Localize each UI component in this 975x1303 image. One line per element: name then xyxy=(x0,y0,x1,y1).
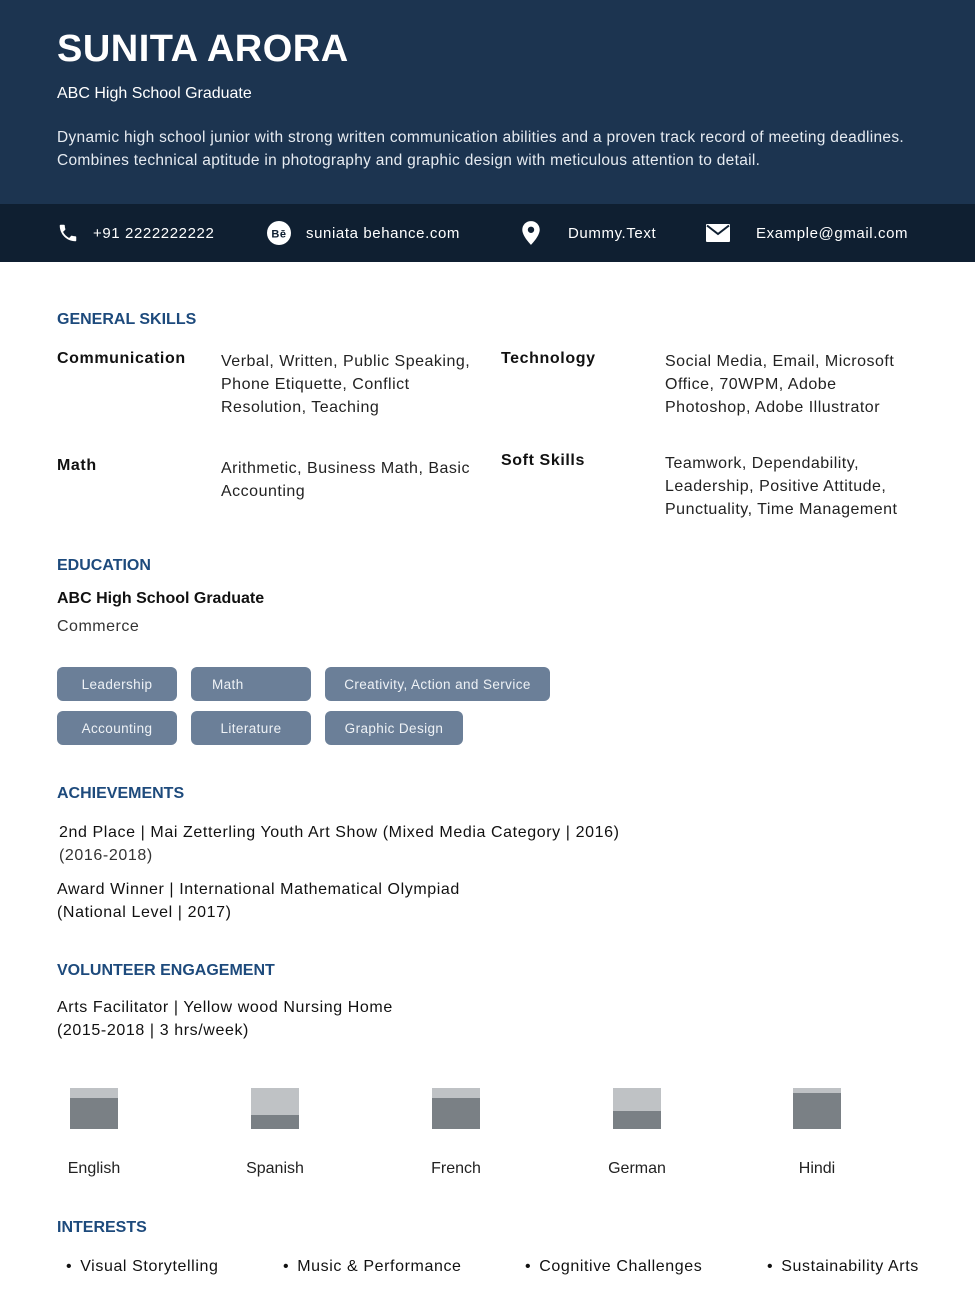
skill-text: Teamwork, Dependability, Leadership, Positive Attitude, Punctuality, Time Management xyxy=(665,455,898,518)
language-item xyxy=(225,1088,325,1178)
language-item xyxy=(406,1088,506,1178)
achievement-item xyxy=(57,878,460,924)
skill-text: Social Media, Email, Microsoft Office, 70WPM, Adobe Photoshop, Adobe Illustrator xyxy=(665,353,895,416)
language-level-bar xyxy=(793,1088,841,1129)
achievement-line: 2nd Place | Mai Zetterling Youth Art Show (Mixed Media Category | 2016) xyxy=(59,824,620,841)
phone-icon xyxy=(57,222,79,244)
tag-chip: Literature xyxy=(191,711,311,745)
behance-text: suniata behance.com xyxy=(306,224,460,242)
language-level-bar xyxy=(70,1088,118,1129)
language-level-fill xyxy=(793,1093,841,1129)
volunteer-section-title: VOLUNTEER ENGAGEMENT xyxy=(57,962,275,979)
language-name: Spanish xyxy=(246,1160,304,1177)
language-level-bar xyxy=(613,1088,661,1129)
achievement-date: (National Level | 2017) xyxy=(57,904,232,921)
resume-header xyxy=(0,0,975,204)
interest-item: • Cognitive Challenges xyxy=(525,1258,702,1276)
tag-chip: Graphic Design xyxy=(325,711,463,745)
tag-chip: Creativity, Action and Service xyxy=(325,667,550,701)
mail-icon xyxy=(706,224,730,242)
language-level-fill xyxy=(70,1098,118,1129)
email-text: Example@gmail.com xyxy=(756,224,909,242)
tag-chip: Math xyxy=(191,667,311,701)
language-level-bar xyxy=(251,1088,299,1129)
interest-item: • Visual Storytelling xyxy=(66,1258,219,1276)
achievements-section-title: ACHIEVEMENTS xyxy=(57,785,185,802)
language-level-fill xyxy=(432,1098,480,1129)
language-name: German xyxy=(608,1160,666,1177)
skill-label: Communication xyxy=(57,350,186,367)
skill-label: Technology xyxy=(501,350,596,367)
volunteer-role: Arts Facilitator | Yellow wood Nursing Home xyxy=(57,999,393,1016)
skill-label: Soft Skills xyxy=(501,452,585,469)
language-level-fill xyxy=(251,1115,299,1129)
skill-label: Math xyxy=(57,457,97,474)
behance-icon xyxy=(266,220,292,246)
language-item xyxy=(767,1088,867,1178)
location-pin-icon xyxy=(520,220,542,246)
achievement-line: Award Winner | International Mathematical Olympiad xyxy=(57,881,460,898)
education-stream: Commerce xyxy=(57,618,140,635)
skill-text: Verbal, Written, Public Speaking, Phone Etiquette, Conflict Resolution, Teaching xyxy=(221,353,471,416)
contact-behance[interactable] xyxy=(266,204,460,262)
language-level-bar xyxy=(432,1088,480,1129)
language-name: French xyxy=(431,1160,481,1177)
language-level-fill xyxy=(613,1111,661,1129)
location-text: Dummy.Text xyxy=(568,224,657,242)
language-name: Hindi xyxy=(798,1160,836,1177)
language-item xyxy=(587,1088,687,1178)
volunteer-period: (2015-2018 | 3 hrs/week) xyxy=(57,1022,249,1039)
svg-text:Bē: Bē xyxy=(271,228,287,241)
interest-item: • Music & Performance xyxy=(283,1258,462,1276)
volunteer-item xyxy=(57,996,393,1042)
profile-summary: Dynamic high school junior with strong written communication abilities and a proven track record of meeting deadlines. Combines technical aptitude in photography and graphic design with meticulous attention to detail. xyxy=(57,129,904,169)
contact-email[interactable] xyxy=(706,204,908,262)
skills-section-title: GENERAL SKILLS xyxy=(57,311,197,328)
candidate-name: SUNITA ARORA xyxy=(57,28,349,70)
phone-text: +91 2222222222 xyxy=(93,224,215,242)
language-item xyxy=(44,1088,144,1178)
candidate-subtitle: ABC High School Graduate xyxy=(57,85,252,102)
education-section-title: EDUCATION xyxy=(57,557,151,574)
contact-location[interactable] xyxy=(520,204,656,262)
interests-section-title: INTERESTS xyxy=(57,1219,147,1236)
contact-phone[interactable] xyxy=(57,204,214,262)
tag-chip: Accounting xyxy=(57,711,177,745)
interest-item: • Sustainability Arts xyxy=(767,1258,919,1276)
contact-bar xyxy=(0,204,975,262)
language-name: English xyxy=(67,1160,121,1177)
skill-text: Arithmetic, Business Math, Basic Accounting xyxy=(221,460,470,500)
achievement-date: (2016-2018) xyxy=(59,847,153,864)
achievement-item xyxy=(59,821,620,867)
tag-chip: Leadership xyxy=(57,667,177,701)
school-name: ABC High School Graduate xyxy=(57,590,265,607)
